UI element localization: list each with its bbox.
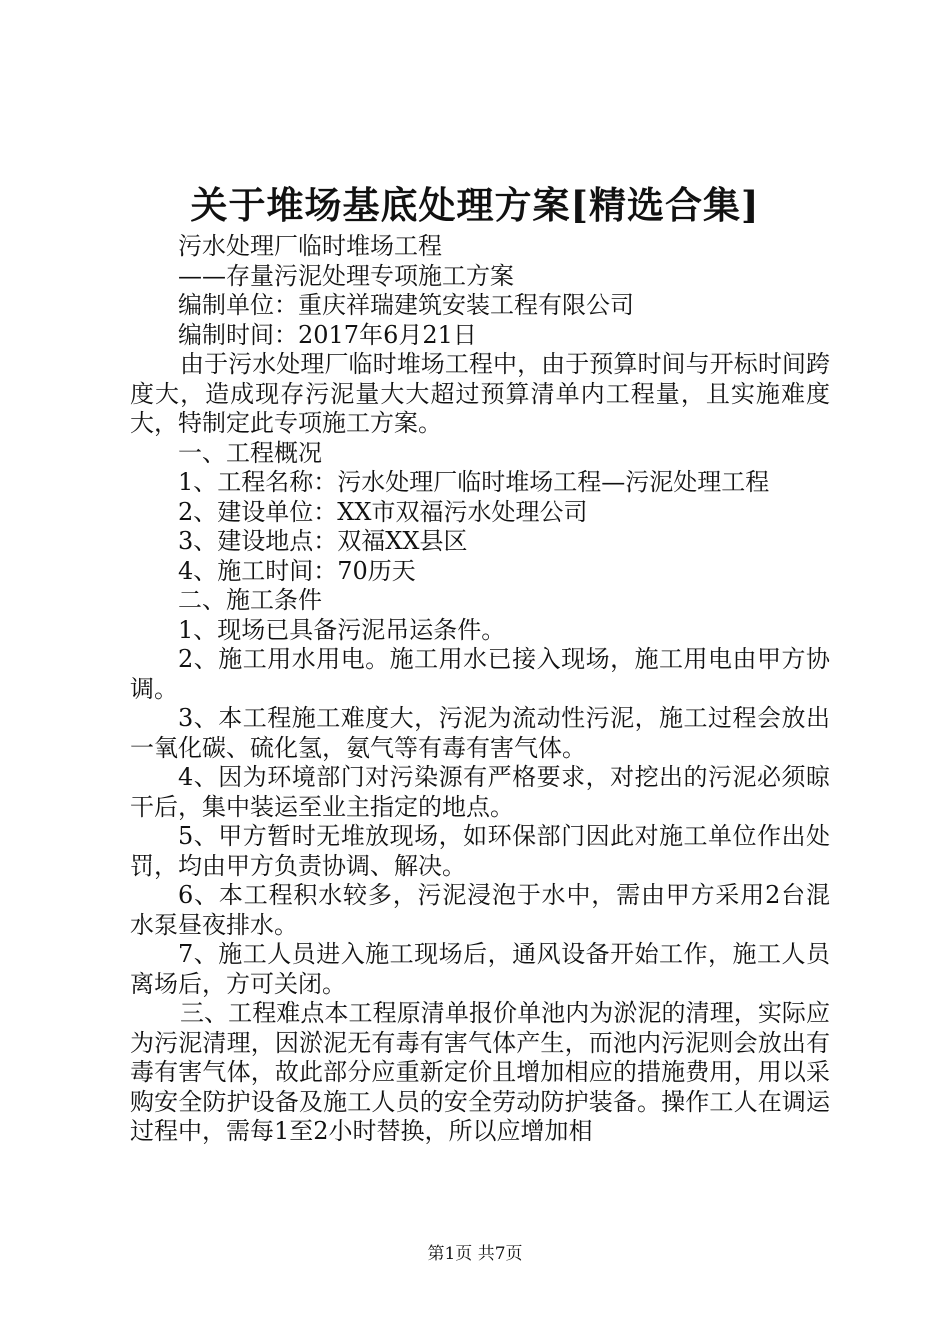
condition-item: 6、本工程积水较多，污泥浸泡于水中，需由甲方采用2台混水泵昼夜排水。 — [130, 881, 830, 939]
overview-item: 2、建设单位：XX市双福污水处理公司 — [178, 497, 588, 526]
condition-item: 2、施工用水用电。施工用水已接入现场，施工用电由甲方协调。 — [130, 645, 830, 703]
section-heading-conditions: 二、施工条件 — [178, 586, 322, 614]
overview-item: 1、工程名称：污水处理厂临时堆场工程—污泥处理工程 — [178, 468, 770, 496]
difficulty-paragraph: 三、工程难点本工程原清单报价单池内为淤泥的清理，实际应为污泥清理，因淤泥无有毒有害气体产生，而池内污泥则会放出有毒有害气体，故此部分应重新定价且增加相应的措施费用，用以采购安全防护设备及施工人员的安全劳动防护装备。操作工人在调运过程中，需每1至2小时替换，所以应增加相 — [130, 999, 830, 1145]
overview-item: 3、建设地点：双福XX县区 — [178, 527, 468, 555]
compiling-date-line: 编制时间：2017年6月21日 — [178, 320, 477, 349]
condition-item: 1、现场已具备污泥吊运条件。 — [178, 615, 506, 644]
condition-item: 5、甲方暂时无堆放现场，如环保部门因此对施工单位作出处罚，均由甲方负责协调、解决。 — [130, 822, 830, 880]
section-heading-overview: 一、工程概况 — [178, 438, 322, 467]
project-name-line: 污水处理厂临时堆场工程 — [178, 232, 442, 260]
plan-subtitle-line: ——存量污泥处理专项施工方案 — [178, 261, 514, 290]
document-title: 关于堆场基底处理方案[精选合集] — [190, 183, 760, 227]
condition-item: 7、施工人员进入施工现场后，通风设备开始工作，施工人员离场后，方可关闭。 — [130, 940, 830, 998]
intro-paragraph: 由于污水处理厂临时堆场工程中，由于预算时间与开标时间跨度大，造成现存污泥量大大超过预算清单内工程量，且实施难度大，特制定此专项施工方案。 — [130, 350, 830, 437]
document-body — [130, 232, 830, 1147]
compiling-unit-line: 编制单位：重庆祥瑞建筑安装工程有限公司 — [178, 291, 634, 319]
overview-item: 4、施工时间：70历天 — [178, 556, 416, 585]
condition-item: 3、本工程施工难度大，污泥为流动性污泥，施工过程会放出一氧化碳、硫化氢，氨气等有毒有害气体。 — [130, 704, 830, 762]
page-number-footer: 第1页 共7页 — [427, 1244, 523, 1264]
condition-item: 4、因为环境部门对污染源有严格要求，对挖出的污泥必须晾干后，集中装运至业主指定的地点。 — [130, 763, 830, 821]
